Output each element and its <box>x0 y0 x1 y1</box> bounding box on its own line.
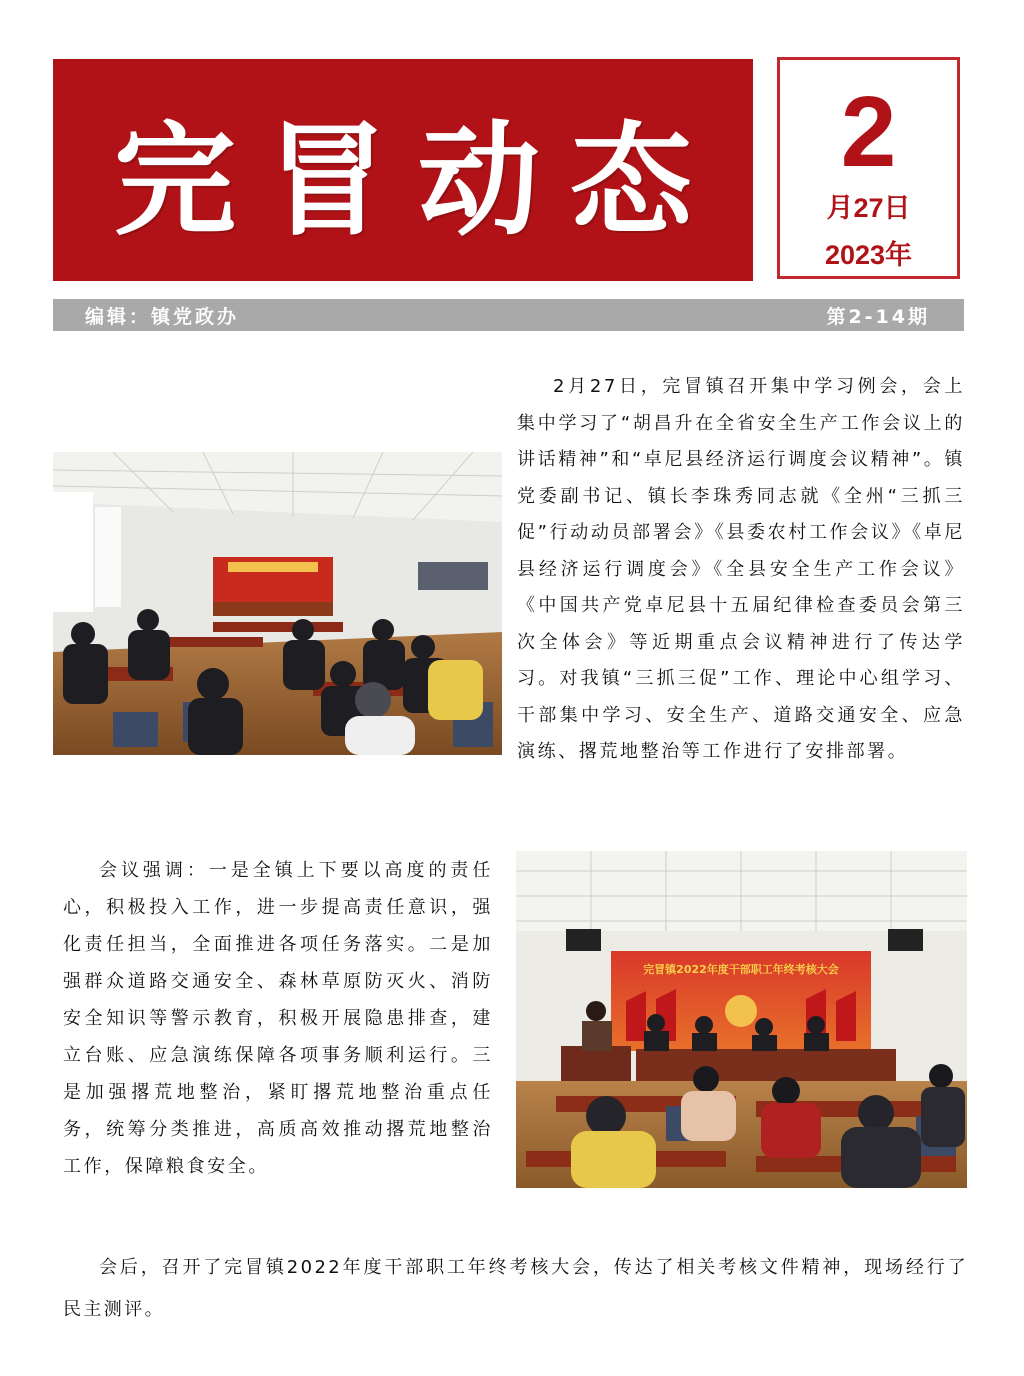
issue-date-box <box>777 57 960 279</box>
issue-year: 2023年 <box>824 240 913 270</box>
issue-number: 第2-14期 <box>826 305 930 328</box>
masthead-banner <box>53 59 753 281</box>
meeting-photo-1 <box>53 452 502 755</box>
info-bar <box>53 299 964 331</box>
editor-label: 编辑：镇党政办 <box>85 305 240 328</box>
issue-day: 2 <box>840 76 897 188</box>
issue-month-day: 月27日 <box>826 193 911 223</box>
article-paragraph-3: 会后，召开了完冒镇2022年度干部职工年终考核大会，传达了相关考核文件精神，现场经行了民主测评。 <box>63 1257 968 1320</box>
article-paragraph-2: 会议强调：一是全镇上下要以高度的责任心，积极投入工作，进一步提高责任意识，强化责任担当，全面推进各项任务落实。二是加强群众道路交通安全、森林草原防灭火、消防安全知识等警示教育，积极开展隐患排查，建立台账、应急演练保障各项事务顺利运行。三是加强撂荒地整治，紧盯撂荒地整治重点任务，统筹分类推进，高质高效推动撂荒地整治工作，保障粮食安全。 <box>63 860 493 1177</box>
article-paragraph-1: 2月27日，完冒镇召开集中学习例会，会上集中学习了“胡昌升在全省安全生产工作会议上的讲话精神”和“卓尼县经济运行调度会议精神”。镇党委副书记、镇长李珠秀同志就《全州“三抓三促”行动动员部署会》《县委农村工作会议》《卓尼县经济运行调度会》《全县安全生产工作会议》《中国共产党卓尼县十五届纪律检查委员会第三次全体会》等近期重点会议精神进行了传达学习。对我镇“三抓三促”工作、理论中心组学习、干部集中学习、安全生产、道路交通安全、应急演练、撂荒地整治等工作进行了安排部署。 <box>517 376 965 762</box>
meeting-photo-2 <box>516 851 967 1188</box>
publication-title: 完冒动态 <box>114 107 722 252</box>
backdrop-banner-text: 完冒镇2022年度干部职工年终考核大会 <box>643 963 839 976</box>
